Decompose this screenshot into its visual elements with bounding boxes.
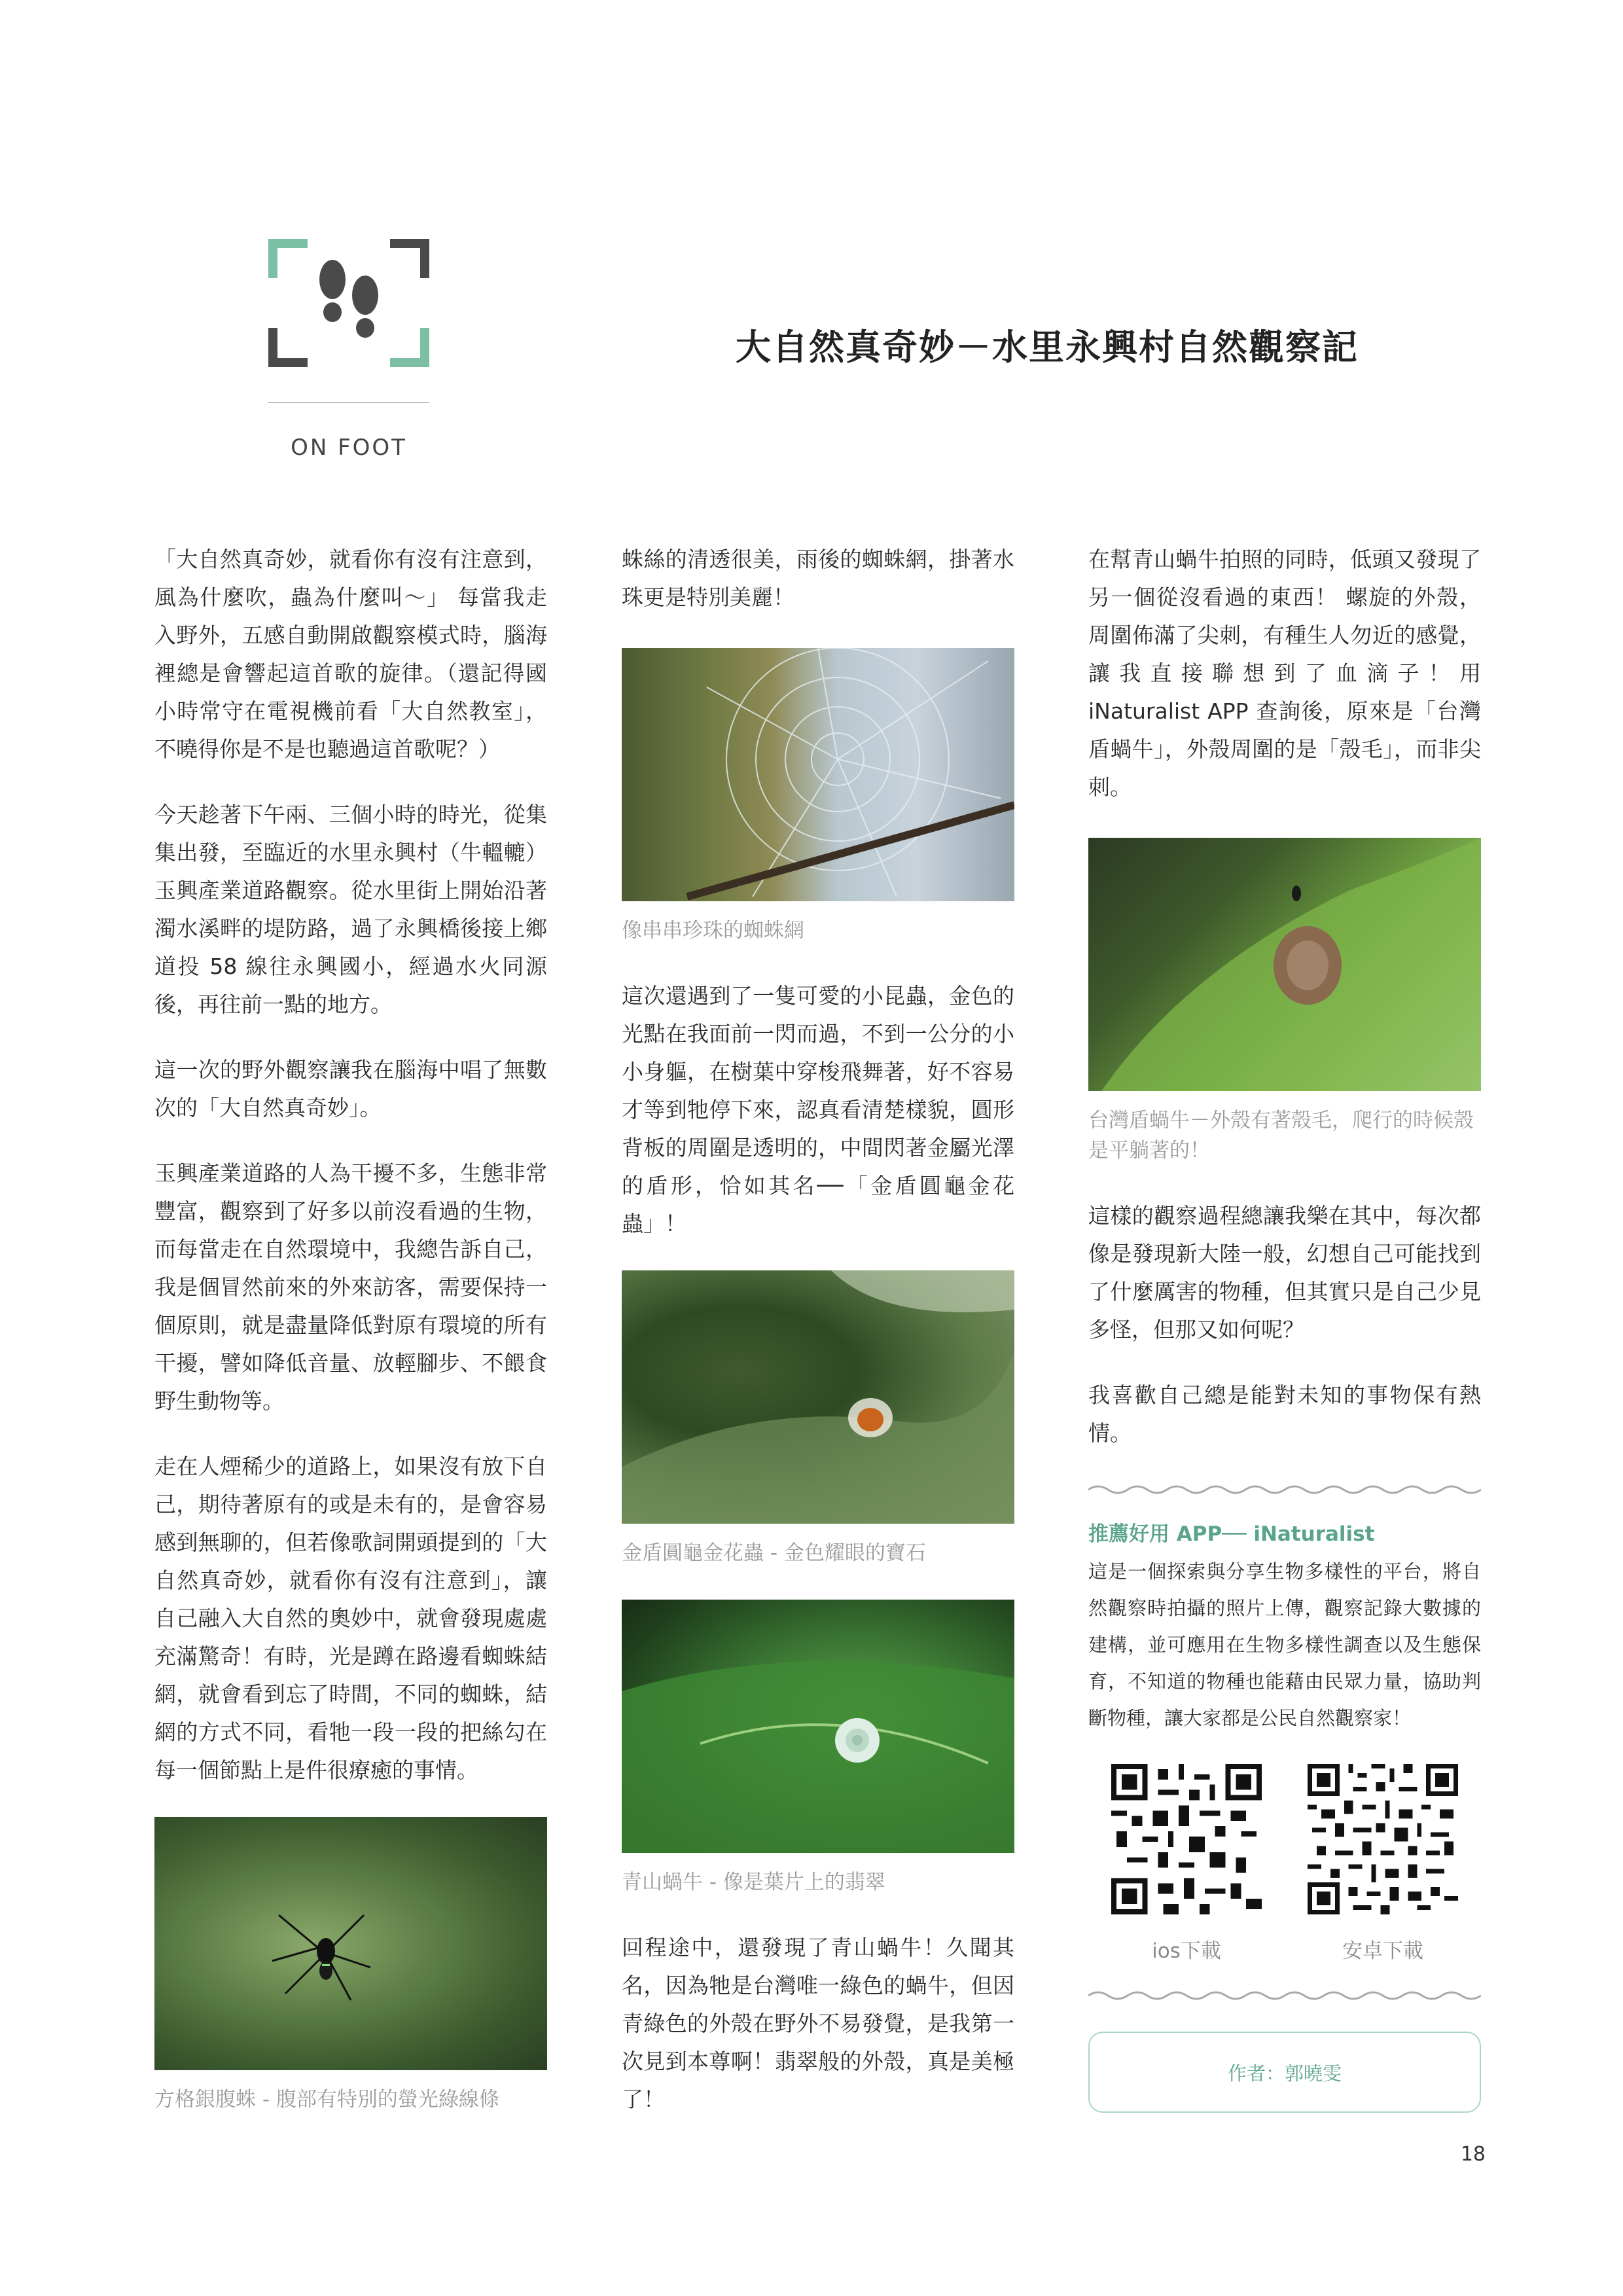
qr-android[interactable] xyxy=(1304,1764,1461,1964)
paragraph: 蛛絲的清透很美，雨後的蜘蛛網，掛著水珠更是特別美麗！ xyxy=(622,547,1014,610)
photo-caption: 金盾圓龜金花蟲 - 金色耀眼的寶石 xyxy=(622,1541,926,1565)
page-number: 18 xyxy=(1460,2143,1486,2166)
spider-web-photo xyxy=(622,648,1014,901)
paragraph: 玉興產業道路的人為干擾不多，生態非常豐富，觀察到了好多以前沒看過的生物，而每當走在自然環境中，我總告訴自己，我是個冒然前來的外來訪客，需要保持一個原則，就是盡量降低對原有環境的所有干擾，譬如降低音量、放輕腳步、不餵食野生動物等。 xyxy=(154,1160,547,1414)
qr-code-android[interactable] xyxy=(1308,1764,1458,1914)
article-title: 大自然真奇妙－水里永興村自然觀察記 xyxy=(736,327,1359,368)
paragraph: 在幫青山蝸牛拍照的同時，低頭又發現了另一個從沒看過的東西！ 螺旋的外殼，周圍佈滿了尖刺，有種生人勿近的感覺，讓我直接聯想到了血滴子！用 iNaturalist APP 查詢後，原來是「台灣盾蝸牛」，外殼周圍的是「殼毛」，而非尖刺。 xyxy=(1088,547,1481,800)
paragraph: 「大自然真奇妙，就看你有沒有注意到，風為什麼吹，蟲為什麼叫～」 每當我走入野外，五感自動開啟觀察模式時，腦海裡總是會響起這首歌的旋律。（還記得國小時常守在電視機前看「大自然教室」，不曉得你是不是也聽過這首歌呢？） xyxy=(154,547,547,762)
qr-ios-label: ios下載 xyxy=(1152,1939,1221,1963)
column-2 xyxy=(622,541,1014,2146)
green-snail-photo xyxy=(622,1600,1014,1853)
golden-tortoise-beetle-photo xyxy=(622,1270,1014,1524)
photo-caption: 台灣盾蝸牛－外殼有著殼毛，爬行的時候殼是平躺著的！ xyxy=(1088,1109,1474,1162)
paragraph: 這次還遇到了一隻可愛的小昆蟲，金色的光點在我面前一閃而過，不到一公分的小小身軀，在樹葉中穿梭飛舞著，好不容易才等到牠停下來，認真看清楚樣貌，圓形背板的周圍是透明的，中間閃著金屬光澤的盾形，恰如其名──「金盾圓龜金花蟲」！ xyxy=(622,983,1014,1236)
logo-divider xyxy=(268,402,429,403)
paragraph: 走在人煙稀少的道路上，如果沒有放下自己，期待著原有的或是未有的，是會容易感到無聊的，但若像歌詞開頭提到的「大自然真奇妙，就看你有沒有注意到」，讓自己融入大自然的奧妙中，就會發現處處充滿驚奇！有時，光是蹲在路邊看蜘蛛結網，就會看到忘了時間，不同的蜘蛛，結網的方式不同，看牠一段一段的把絲勾在每一個節點上是件很療癒的事情。 xyxy=(154,1454,547,1783)
on-foot-logo xyxy=(268,239,429,367)
column-1 xyxy=(154,541,547,2146)
app-recommendation-title: 推薦好用 APP── iNaturalist xyxy=(1088,1522,1375,1546)
paragraph: 今天趁著下午兩、三個小時的時光，從集集出發，至臨近的水里永興村（牛轀轆）玉興產業道路觀察。從水里街上開始沿著濁水溪畔的堤防路，過了永興橋後接上鄉道投 58 線往永興國小，經過水火同源後，再往前一點的地方。 xyxy=(154,802,547,1017)
column-3 xyxy=(1088,541,1481,2113)
taiwan-shield-snail-photo xyxy=(1088,838,1481,1091)
paragraph: 我喜歡自己總是能對未知的事物保有熱情。 xyxy=(1088,1382,1481,1446)
paragraph: 這樣的觀察過程總讓我樂在其中，每次都像是發現新大陸一般，幻想自己可能找到了什麼厲害的物種，但其實只是自己少見多怪，但那又如何呢？ xyxy=(1088,1203,1481,1342)
photo-caption: 青山蝸牛 - 像是葉片上的翡翠 xyxy=(622,1871,885,1894)
author-name: 作者：郭曉雯 xyxy=(1227,2062,1342,2085)
section-label: ON FOOT xyxy=(291,435,407,461)
paragraph: 這一次的野外觀察讓我在腦海中唱了無數次的「大自然真奇妙」。 xyxy=(154,1057,547,1121)
qr-ios[interactable] xyxy=(1108,1764,1265,1964)
wavy-divider xyxy=(1088,1986,1481,2005)
photo-caption: 方格銀腹蛛 - 腹部有特別的螢光綠線條 xyxy=(154,2088,499,2111)
spider-photo xyxy=(154,1817,547,2070)
qr-android-label: 安卓下載 xyxy=(1342,1939,1423,1963)
paragraph: 回程途中，還發現了青山蝸牛！久聞其名，因為牠是台灣唯一綠色的蝸牛，但因青綠色的外殼在野外不易發覺，是我第一次見到本尊啊！翡翠般的外殼，真是美極了！ xyxy=(622,1935,1014,2112)
footprints-icon xyxy=(319,260,378,338)
qr-code-ios[interactable] xyxy=(1111,1764,1262,1914)
photo-caption: 像串串珍珠的蜘蛛網 xyxy=(622,919,804,942)
qr-code-row xyxy=(1088,1764,1481,1964)
wavy-divider xyxy=(1088,1480,1481,1499)
author-box xyxy=(1088,2032,1481,2113)
app-description: 這是一個探索與分享生物多樣性的平台，將自然觀察時拍攝的照片上傳，觀察記錄大數據的建構，並可應用在生物多樣性調查以及生態保育，不知道的物種也能藉由民眾力量，協助判斷物種，讓大家都是公民自然觀察家！ xyxy=(1088,1560,1481,1729)
